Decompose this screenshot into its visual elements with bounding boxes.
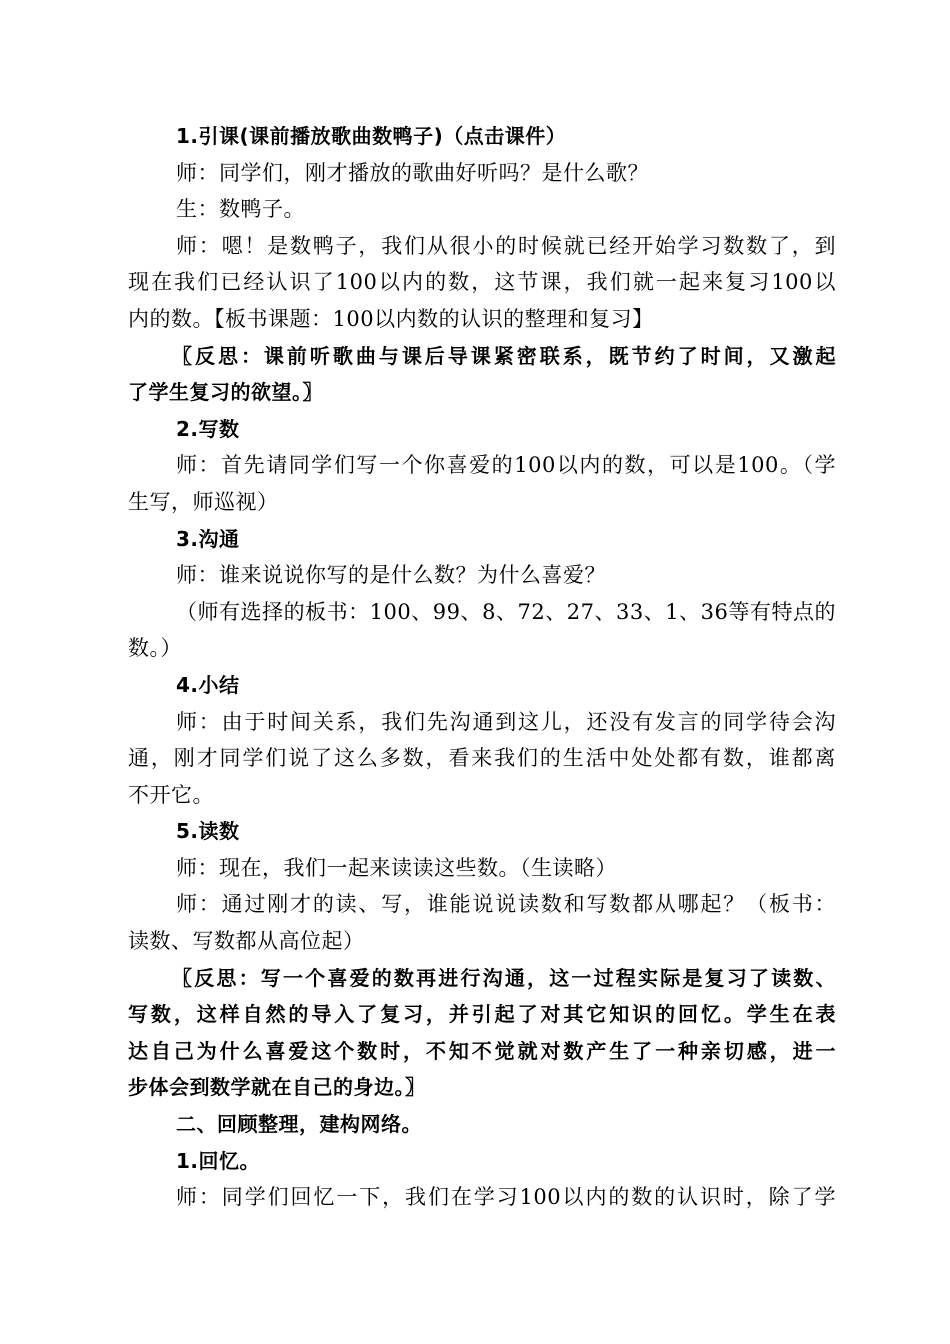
paragraph-line: 师：首先请同学们写一个你喜爱的100以内的数，可以是100。（学 — [176, 453, 836, 478]
paragraph-line: 师：通过刚才的读、写，谁能说说读数和写数都从哪起？（板书： — [176, 892, 836, 917]
paragraph-line: 师：现在，我们一起来读读这些数。（生读略） — [176, 855, 617, 880]
paragraph-line: 数。） — [128, 636, 182, 661]
paragraph-line: 生写，师巡视） — [128, 489, 279, 514]
paragraph-line: （师有选择的板书：100、99、8、72、27、33、1、36等有特点的 — [176, 599, 836, 624]
paragraph-line: 内的数。【板书课题：100以内数的认识的整理和复习】 — [128, 306, 654, 331]
paragraph-line: 通，刚才同学们说了这么多数，看来我们的生活中处处都有数，谁都离 — [128, 746, 836, 771]
section-heading-communicate: 3.沟通 — [176, 526, 240, 551]
section-heading-review: 二、回顾整理，建构网络。 — [176, 1112, 422, 1137]
paragraph-line: 师：同学们回忆一下，我们在学习100以内的数的认识时，除了学 — [176, 1185, 836, 1210]
reflection-line: 〖反思：课前听歌曲与课后导课紧密联系，既节约了时间，又激起 — [172, 343, 836, 368]
reflection-line: 写数，这样自然的导入了复习，并引起了对其它知识的回忆。学生在表 — [128, 1002, 836, 1027]
section-heading-read-numbers: 5.读数 — [176, 819, 240, 844]
reflection-line: 了学生复习的欲望。〗 — [128, 380, 323, 405]
paragraph-line: 读数、写数都从高位起） — [128, 929, 365, 954]
reflection-line: 达自己为什么喜爱这个数时，不知不觉就对数产生了一种亲切感，进一 — [128, 1038, 836, 1063]
paragraph-line: 生：数鸭子。 — [176, 197, 305, 222]
paragraph-line: 师：嗯！是数鸭子，我们从很小的时候就已经开始学习数数了，到 — [176, 233, 836, 258]
reflection-line: 步体会到数学就在自己的身边。〗 — [128, 1075, 426, 1100]
paragraph-line: 师：同学们，刚才播放的歌曲好听吗？是什么歌？ — [176, 160, 649, 185]
paragraph-line: 不开它。 — [128, 782, 214, 807]
paragraph-line: 师：谁来说说你写的是什么数？为什么喜爱？ — [176, 563, 606, 588]
reflection-line: 〖反思：写一个喜爱的数再进行沟通，这一过程实际是复习了读数、 — [172, 965, 836, 990]
document-page — [0, 118, 950, 1216]
paragraph-line: 师：由于时间关系，我们先沟通到这儿，还没有发言的同学待会沟 — [176, 709, 836, 734]
section-heading-summary: 4.小结 — [176, 672, 240, 697]
section-heading-recall: 1.回忆。 — [176, 1148, 261, 1173]
section-heading-introduction: 1.引课(课前播放歌曲数鸭子)（点击课件） — [176, 124, 567, 148]
section-heading-write-numbers: 2.写数 — [176, 416, 240, 441]
paragraph-line: 现在我们已经认识了100以内的数，这节课，我们就一起来复习100以 — [128, 270, 836, 295]
